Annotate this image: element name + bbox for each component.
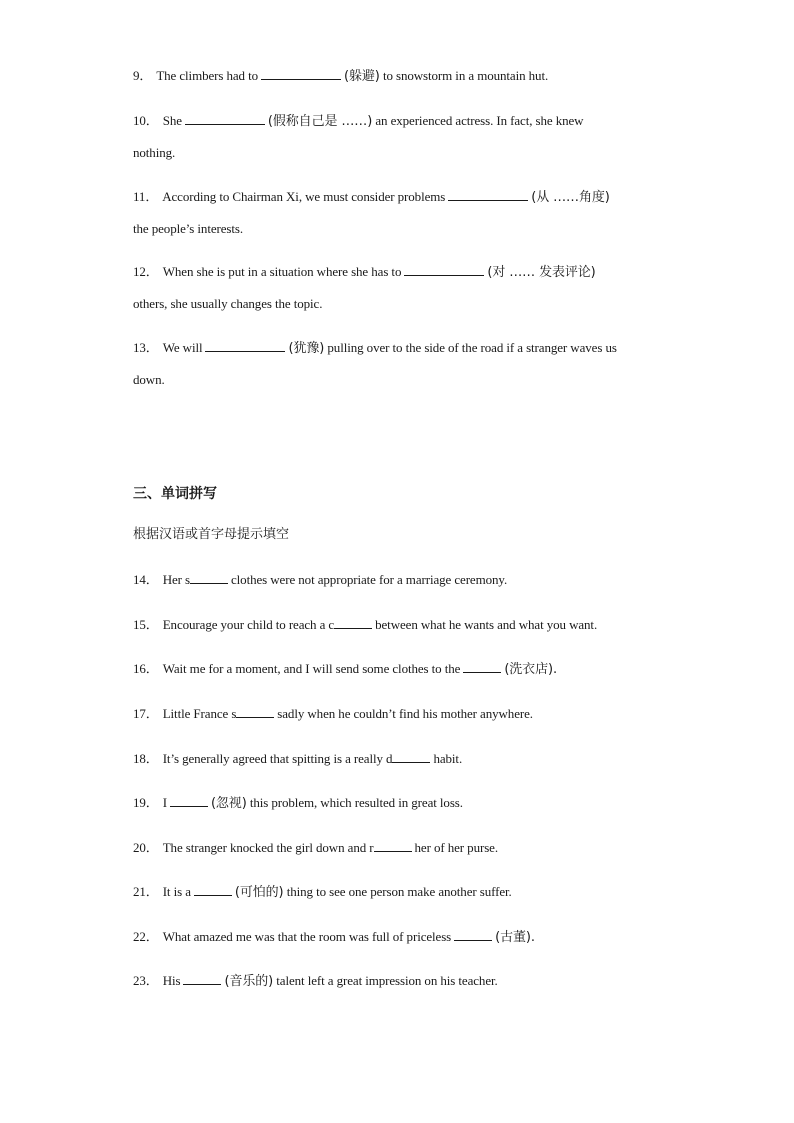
question-18 bbox=[133, 743, 663, 774]
answer-blank[interactable] bbox=[454, 926, 492, 941]
question-text: What amazed me was that the room was full of priceless bbox=[162, 929, 452, 944]
section-title: 三、单词拼写 bbox=[133, 486, 217, 502]
question-text: between what he wants and what you want. bbox=[375, 617, 598, 632]
answer-blank[interactable] bbox=[194, 881, 232, 896]
answer-blank[interactable] bbox=[183, 970, 221, 985]
question-text: sadly when he couldn’t find his mother anywhere. bbox=[277, 706, 533, 721]
answer-blank[interactable] bbox=[404, 261, 484, 276]
question-number: 20． bbox=[133, 840, 159, 855]
question-21 bbox=[133, 876, 663, 908]
question-number: 9． bbox=[133, 68, 153, 83]
question-13 bbox=[133, 332, 663, 395]
question-text: Encourage your child to reach a c bbox=[162, 617, 335, 632]
question-hint: (躲避) bbox=[344, 69, 380, 84]
question-17 bbox=[133, 698, 663, 729]
question-number: 16． bbox=[133, 661, 159, 676]
question-number: 22． bbox=[133, 929, 159, 944]
question-text: Wait me for a moment, and I will send some clothes to the bbox=[162, 661, 461, 676]
question-number: 11． bbox=[133, 189, 159, 204]
question-16 bbox=[133, 653, 663, 685]
question-hint: (可怕的) bbox=[234, 885, 284, 900]
question-hint: (音乐的) bbox=[224, 974, 274, 989]
question-hint: (洗衣店). bbox=[504, 662, 557, 677]
question-22 bbox=[133, 921, 663, 953]
answer-blank[interactable] bbox=[170, 792, 208, 807]
question-number: 23． bbox=[133, 973, 159, 988]
question-hint: (对 …… 发表评论) bbox=[487, 265, 596, 280]
question-15 bbox=[133, 609, 663, 640]
question-number: 17． bbox=[133, 706, 159, 721]
question-hint: (假称自己是 ……) bbox=[267, 114, 373, 129]
question-text: We will bbox=[162, 340, 203, 355]
question-text: to snowstorm in a mountain hut. bbox=[382, 68, 549, 83]
question-text: It is a bbox=[162, 884, 191, 899]
question-11 bbox=[133, 181, 663, 244]
question-text: her of her purse. bbox=[414, 840, 498, 855]
question-text: talent left a great impression on his teacher. bbox=[276, 973, 498, 988]
question-text: The stranger knocked the girl down and r bbox=[162, 840, 374, 855]
question-text: According to Chairman Xi, we must consider problems bbox=[162, 189, 446, 204]
answer-blank[interactable] bbox=[334, 614, 372, 629]
question-number: 18． bbox=[133, 751, 159, 766]
question-20 bbox=[133, 832, 663, 863]
question-text: Little France s bbox=[162, 706, 237, 721]
question-number: 21． bbox=[133, 884, 159, 899]
question-number: 12． bbox=[133, 264, 159, 279]
question-number: 13． bbox=[133, 340, 159, 355]
question-number: 19． bbox=[133, 795, 159, 810]
question-19 bbox=[133, 787, 663, 819]
question-hint: (忽视) bbox=[210, 796, 247, 811]
question-text: this problem, which resulted in great loss. bbox=[249, 795, 463, 810]
question-text: habit. bbox=[433, 751, 463, 766]
answer-blank[interactable] bbox=[205, 337, 285, 352]
question-hint: (犹豫) bbox=[288, 341, 325, 356]
question-text: I bbox=[162, 795, 167, 810]
answer-blank[interactable] bbox=[463, 658, 501, 673]
answer-blank[interactable] bbox=[261, 65, 341, 80]
answer-blank[interactable] bbox=[374, 837, 412, 852]
answer-blank[interactable] bbox=[448, 186, 528, 201]
question-number: 15． bbox=[133, 617, 159, 632]
question-hint: (从 ……角度) bbox=[531, 190, 610, 205]
question-text: It’s generally agreed that spitting is a really d bbox=[162, 751, 393, 766]
question-hint: (古董). bbox=[495, 930, 535, 945]
question-number: 10． bbox=[133, 113, 159, 128]
question-text: an experienced actress. In fact, she knew bbox=[375, 113, 584, 128]
question-text: The climbers had to bbox=[156, 68, 259, 83]
question-text: pulling over to the side of the road if a stranger waves us bbox=[327, 340, 617, 355]
answer-blank[interactable] bbox=[236, 703, 274, 718]
question-text: When she is put in a situation where she has to bbox=[162, 264, 402, 279]
question-23 bbox=[133, 965, 663, 997]
question-text: His bbox=[162, 973, 181, 988]
question-text-continued: down. bbox=[133, 372, 165, 387]
question-14 bbox=[133, 564, 663, 595]
question-text: clothes were not appropriate for a marriage ceremony. bbox=[231, 572, 508, 587]
answer-blank[interactable] bbox=[190, 569, 228, 584]
question-10 bbox=[133, 105, 663, 168]
question-12 bbox=[133, 256, 663, 319]
question-text: Her s bbox=[162, 572, 190, 587]
answer-blank[interactable] bbox=[185, 110, 265, 125]
question-text: She bbox=[162, 113, 182, 128]
question-number: 14． bbox=[133, 572, 159, 587]
section-instruction: 根据汉语或首字母提示填空 bbox=[133, 527, 290, 542]
question-text-continued: the people’s interests. bbox=[133, 221, 243, 236]
answer-blank[interactable] bbox=[392, 748, 430, 763]
question-text: thing to see one person make another suffer. bbox=[286, 884, 512, 899]
question-text-continued: others, she usually changes the topic. bbox=[133, 296, 323, 311]
question-9 bbox=[133, 60, 663, 92]
question-text-continued: nothing. bbox=[133, 145, 176, 160]
